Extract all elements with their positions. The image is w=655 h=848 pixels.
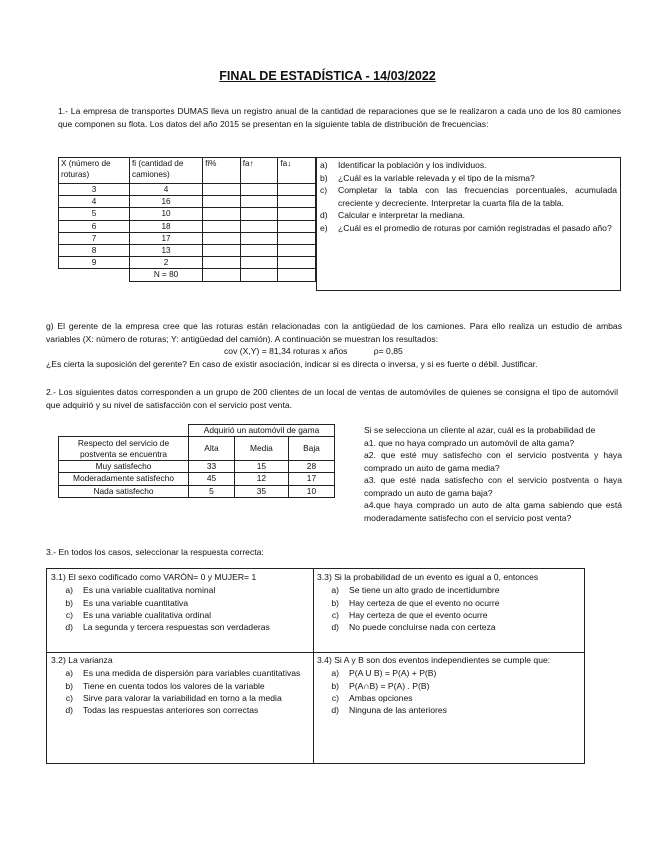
option-letter: a)	[331, 668, 339, 679]
mc-block-3-3	[313, 569, 584, 635]
cell-empty	[240, 269, 278, 281]
q1-items-box	[316, 157, 621, 291]
mc-block-3-4	[313, 652, 584, 718]
col-header-fi: fi (cantidad de camiones)	[129, 158, 202, 184]
item-text: Completar la tabla con las frecuencias porcentuales, acumulada creciente y decreciente. Interpretar la cuarta fila de la tabla.	[338, 185, 617, 208]
col-header-fa-up: fa↑	[240, 158, 278, 184]
option-letter: a)	[331, 585, 339, 596]
cell-empty	[278, 245, 316, 257]
option-letter: d)	[65, 622, 73, 633]
mc-option	[317, 667, 580, 679]
table-row	[59, 184, 316, 196]
option-text: P(A U B) = P(A) + P(B)	[349, 668, 437, 679]
item-letter: e)	[320, 222, 328, 233]
option-text: No puede concluirse nada con certeza	[349, 622, 496, 633]
list-item	[320, 159, 617, 172]
cell-x: 6	[59, 220, 130, 232]
cell-empty	[278, 257, 316, 269]
cell-value: 33	[189, 461, 235, 473]
q1-g-question: ¿Es cierta la suposición del gerente? En caso de existir asociación, indicar si es directa o inversa, y si es fuerte o débil. Justificar.	[46, 359, 538, 369]
q1-intro: 1.- La empresa de transportes DUMAS lleva un registro anual de la cantidad de reparaciones que se le realizaron a cada uno de los 80 camiones que componen su flota. Los datos del año 2015 se presentan en la siguiente tabla de distribución de frecuencias:	[58, 106, 621, 129]
mc-block-3-2	[47, 652, 313, 718]
item-text: Identificar la población y los individuos.	[338, 160, 487, 170]
mc-option	[317, 704, 580, 716]
table-row	[59, 232, 316, 244]
q3-intro: 3.- En todos los casos, seleccionar la respuesta correcta:	[46, 547, 264, 557]
option-text: La segunda y tercera respuestas son verdaderas	[83, 622, 270, 633]
option-text: Es una medida de dispersión para variables cuantitativas	[83, 668, 301, 679]
option-letter: c)	[65, 692, 73, 703]
option-letter: a)	[65, 585, 73, 596]
mc-option	[51, 597, 309, 609]
list-item	[320, 172, 617, 185]
cell-empty	[203, 245, 241, 257]
document-title: FINAL DE ESTADÍSTICA - 14/03/2022	[219, 69, 436, 83]
frequency-table	[58, 157, 316, 282]
cell-empty	[278, 208, 316, 220]
option-text: Sirve para valorar la variabilidad en torno a la media	[83, 692, 282, 703]
mc-option	[51, 680, 309, 692]
table-row-total	[59, 269, 316, 281]
mc-block-3-1	[47, 569, 313, 635]
cell-x: 7	[59, 232, 130, 244]
cell-empty	[203, 257, 241, 269]
item-text: ¿Cuál es la variable relevada y el tipo de la misma?	[338, 172, 535, 183]
mc-option	[51, 609, 309, 621]
mc-option	[317, 584, 580, 596]
contingency-table	[58, 424, 335, 498]
cell-value: 17	[288, 473, 334, 485]
item-text: Calcular e interpretar la mediana.	[338, 210, 466, 220]
option-letter: b)	[331, 597, 339, 608]
mc-option	[317, 597, 580, 609]
cell-fi: 16	[129, 196, 202, 208]
option-text: Hay certeza de que el evento no ocurre	[349, 597, 500, 608]
q2-questions	[364, 424, 622, 524]
cell-empty	[240, 232, 278, 244]
question-line: a4.que haya comprado un auto de alta gama sabiendo que está moderadamente satisfecho con el servicio post venta?	[364, 500, 622, 523]
option-text: Hay certeza de que el evento ocurre	[349, 609, 488, 620]
table-row	[59, 257, 316, 269]
cell-fi: 2	[129, 257, 202, 269]
item-letter: b)	[320, 172, 328, 183]
mc-option	[51, 584, 309, 596]
item-letter: a)	[320, 160, 328, 170]
mc-option	[51, 692, 309, 704]
option-text: Se tiene un alto grado de incertidumbre	[349, 585, 500, 596]
mc-title: 3.1) El sexo codificado como VARÓN= 0 y MUJER= 1	[51, 572, 257, 582]
cell-x: 3	[59, 184, 130, 196]
list-item	[320, 222, 617, 235]
cell-value: 10	[288, 485, 334, 497]
cell-empty	[278, 196, 316, 208]
question-line: Si se selecciona un cliente al azar, cuál es la probabilidad de	[364, 425, 596, 435]
table-row	[59, 220, 316, 232]
item-letter: d)	[320, 210, 328, 220]
cell-fi: 10	[129, 208, 202, 220]
mc-option	[51, 621, 309, 633]
cell-value: 45	[189, 473, 235, 485]
option-text: Es una variable cualitativa ordinal	[83, 609, 212, 620]
row-label: Moderadamente satisfecho	[59, 473, 189, 485]
col-header-fi-pct: fi%	[203, 158, 241, 184]
item-text: ¿Cuál es el promedio de roturas por camión registradas el pasado año?	[338, 222, 612, 233]
list-item	[320, 184, 617, 209]
table-row	[59, 208, 316, 220]
table-row	[59, 461, 335, 473]
cell-value: 28	[288, 461, 334, 473]
option-letter: d)	[65, 705, 73, 716]
row-header: Respecto del servicio de postventa se encuentra	[59, 437, 189, 461]
option-letter: b)	[65, 680, 73, 691]
mc-option	[317, 680, 580, 692]
col-header-x: X (número de roturas)	[59, 158, 130, 184]
cell-empty	[278, 220, 316, 232]
multiple-choice-grid	[46, 568, 585, 764]
col-media: Media	[234, 437, 288, 461]
cell-empty	[240, 184, 278, 196]
mc-option	[317, 692, 580, 704]
mc-title: 3.2) La varianza	[51, 655, 113, 665]
option-letter: b)	[331, 680, 339, 691]
mc-option	[51, 704, 309, 716]
option-letter: d)	[331, 705, 339, 716]
option-letter: b)	[65, 597, 73, 608]
cell-value: 12	[234, 473, 288, 485]
question-line: a3. que esté nada satisfecho con el servicio postventa o haya comprado un auto de gama baja?	[364, 475, 622, 498]
item-letter: c)	[320, 185, 328, 195]
cell-empty	[240, 196, 278, 208]
table-row	[59, 473, 335, 485]
mc-option	[317, 621, 580, 633]
option-text: P(A∩B) = P(A) . P(B)	[349, 680, 430, 691]
option-letter: d)	[331, 622, 339, 633]
cell-empty	[240, 220, 278, 232]
table-row	[59, 196, 316, 208]
cell-x: 9	[59, 257, 130, 269]
option-text: Ambas opciones	[349, 692, 413, 703]
table-row	[59, 245, 316, 257]
col-header-fa-down: fa↓	[278, 158, 316, 184]
row-label: Muy satisfecho	[59, 461, 189, 473]
cell-empty	[203, 232, 241, 244]
option-letter: c)	[65, 609, 73, 620]
list-item	[320, 209, 617, 222]
option-letter: c)	[331, 692, 339, 703]
cell-empty	[203, 184, 241, 196]
option-letter: c)	[331, 609, 339, 620]
cell-empty	[278, 184, 316, 196]
cell-fi: 17	[129, 232, 202, 244]
cell-empty	[203, 208, 241, 220]
cell-x: 8	[59, 245, 130, 257]
cell-fi: 18	[129, 220, 202, 232]
question-line: a1. que no haya comprado un automóvil de alta gama?	[364, 437, 575, 448]
q1-g-results: cov (X,Y) = 81,34 roturas x años ρ= 0,85	[224, 346, 403, 356]
table-row	[59, 485, 335, 497]
option-letter: a)	[65, 668, 73, 679]
cell-empty	[240, 257, 278, 269]
cell-value: 5	[189, 485, 235, 497]
cell-value: 15	[234, 461, 288, 473]
row-label: Nada satisfecho	[59, 485, 189, 497]
mc-option	[317, 609, 580, 621]
question-line: a2. que esté muy satisfecho con el servicio postventa y haya comprado un auto de gama media?	[364, 450, 622, 473]
cell-empty	[240, 208, 278, 220]
cell-empty	[203, 220, 241, 232]
cell-empty	[240, 245, 278, 257]
option-text: Es una variable cualitativa nominal	[83, 585, 216, 596]
cell-fi: 4	[129, 184, 202, 196]
cell-value: 35	[234, 485, 288, 497]
cell-empty	[278, 232, 316, 244]
cell-x: 4	[59, 196, 130, 208]
cell-empty	[278, 269, 316, 281]
option-text: Es una variable cuantitativa	[83, 597, 189, 608]
col-alta: Alta	[189, 437, 235, 461]
option-text: Tiene en cuenta todos los valores de la variable	[83, 680, 265, 691]
col-baja: Baja	[288, 437, 334, 461]
q2-intro: 2.- Los siguientes datos corresponden a un grupo de 200 clientes de un local de ventas de automóviles de quienes se consigna el tipo de automóvil que adquirió y su nivel de satisfacción con el servicio post venta.	[46, 387, 618, 410]
mc-title: 3.4) Si A y B son dos eventos independientes se cumple que:	[317, 655, 551, 665]
cell-empty	[203, 269, 241, 281]
q1-g-text: g) El gerente de la empresa cree que las roturas están relacionadas con la antigüedad de los camiones. Para ello realiza un estudio de ambas variables (X: número de roturas; Y: antigüedad del camión). A continuación se muestran los resultados:	[46, 321, 622, 344]
cell-empty	[203, 196, 241, 208]
mc-option	[51, 667, 309, 679]
cell-total: N = 80	[129, 269, 202, 281]
mc-title: 3.3) Si la probabilidad de un evento es igual a 0, entonces	[317, 572, 539, 582]
group-header: Adquirió un automóvil de gama	[189, 425, 335, 437]
option-text: Ninguna de las anteriores	[349, 705, 447, 716]
cell-fi: 13	[129, 245, 202, 257]
option-text: Todas las respuestas anteriores son correctas	[83, 705, 259, 716]
cell-x: 5	[59, 208, 130, 220]
